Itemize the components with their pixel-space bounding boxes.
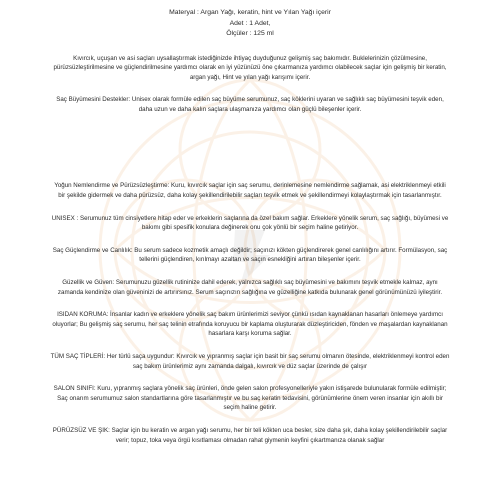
intro-paragraph: Kıvırcık, uçuşan ve asi saçları uysallaştırmak istediğinizde ihtiyaç duyduğunuz gelişmiş saç bakımıdır. Buklelerinizin çözülmesine, pürüzsüzleştirilmesine ve güçlendirilmesine yardımcı olarak en iyi yüzünüzü öne çıkarmanıza yardımcı olabilecek saçlar için gelişmiş bir keratin, argan yağı, Hint ve yılan yağı karışımı içerir. — [53, 54, 447, 81]
section-smooth-sleek — [50, 426, 450, 445]
section-beauty-confidence — [50, 278, 450, 297]
section-text: Kuru, kıvırcık saçlar için saç serumu, derinlemesine nemlendirme sağlamak, asi elektriklenmeyi etkili bir şekilde gidermek ve daha pürüzsüz, daha kolay şekillendirilebilir saçları teşvik etmek ve şekillendirmeyi kolaylaştırmak için tasarlanmıştır. — [58, 182, 446, 200]
section-strengthening — [50, 246, 450, 265]
section-all-hair-types — [50, 352, 450, 371]
section-label: Güzellik ve Güven: — [62, 279, 115, 287]
section-hair-growth — [50, 95, 450, 114]
section-text: İnsanlar kadın ve erkeklere yönelik saç bakım ürünlerimizi seviyor çünkü ısıdan kaynaklanan hasarları önlemeye yardımcı oluyorlar; Bu gelişmiş saç serumu, her saç telinin etrafında koruyucu bir kaplama oluşturarak düzleştiriciden, fönden ve maşalardan kaynaklanan hasarlara karşı koruma sağlar. — [52, 311, 448, 338]
section-moisturizing — [50, 181, 450, 200]
section-label: Yoğun Nemlendirme ve Pürüzsüzleştirme: — [54, 182, 170, 190]
size-line: Ölçüler : 125 ml — [226, 30, 274, 37]
section-label: SALON SINIFI: — [53, 385, 96, 393]
section-label: Saç Büyümesini Destekler: — [56, 96, 131, 104]
section-heat-protection — [50, 310, 450, 339]
quantity-line: Adet : 1 Adet, — [229, 19, 271, 27]
section-unisex — [50, 214, 450, 233]
section-text: Serumunuz tüm cinsiyetlere hitap eder ve erkeklerin saçlarına da özel bakım sağlar. Erkeklere yönelik serum, saç sağlığı, büyümesi ve bakımı gibi spesifik konulara değinerek onu çok yönlü bir seçim haline getiriyor. — [78, 214, 449, 232]
section-text: Her türlü saça uygundur: Kıvırcık ve yıpranmış saçlar için basit bir saç serumu olmanın ötesinde, elektriklenmeyi kontrol eden saç bakım ürünlerimiz aynı zamanda dalgalı, kıvırcık ve düz saçlar üzerinde de çalışır — [105, 353, 450, 370]
section-text: Saçlar için bu keratin ve argan yağı serumu, her bir teli kökten uca besler, size daha şık, daha kolay şekillendirilebilir saçlar verir; topuz, toka veya örgü kısıtlaması olmadan rahat giymenin keyfini çıkartmanıza olanak sağlar — [109, 426, 448, 444]
section-label: PÜRÜZSÜZ VE ŞIK: — [52, 426, 110, 434]
spacer — [50, 127, 450, 181]
section-label: UNISEX : — [51, 214, 79, 222]
material-line: Materyal : Argan Yağı, keratin, hint ve Yılan Yağı içerir — [169, 9, 331, 16]
section-text: Kuru, yıpranmış saçlara yönelik saç ürünleri, önde gelen salon profesyonelleriyle yakın istişarede bulunularak formüle edilmiştir; Saç onarım serumumuz salon standartlarına göre tasarlanmıştır ve bu saç keratin tedavisini, görünümlerine önem veren insanlar için akıllı bir seçim haline getirir. — [57, 385, 447, 412]
section-text: Bu serum sadece kozmetik amaçlı değildir; saçınızı kökten güçlendirerek genel canlılığını artırır. Formülasyon, saç tellerini güçlendiren, kırılmayı azaltan ve saçın esnekliğini artıran bileşenler içerir. — [132, 246, 448, 264]
section-label: Saç Güçlendirme ve Canlılık: — [52, 246, 133, 254]
section-text: Serumunuzu güzellik rutininize dahil ederek, yalnızca sağlıklı saç büyümesini ve bakımını teşvik etmekle kalmaz, aynı zamanda kendinize olan güveninizi de artırırsınız. Serum saçınızın sağlığına ve güzelliğine katkıda bulunarak genel görünümünüzü iyileştirir. — [57, 279, 443, 296]
section-label: ISIDAN KORUMA: — [57, 311, 109, 319]
section-text: Unisex olarak formüle edilen saç büyüme serumunuz, saç köklerini uyaran ve sağlıklı saç büyümesini teşvik eden, daha uzun ve daha kalın saçlara ulaşmanıza yardımcı olan güçlü bileşenler içerir. — [130, 96, 444, 113]
product-specs-header — [50, 8, 450, 40]
section-label: TÜM SAÇ TİPLERİ: — [50, 353, 106, 360]
section-salon-grade — [50, 384, 450, 413]
